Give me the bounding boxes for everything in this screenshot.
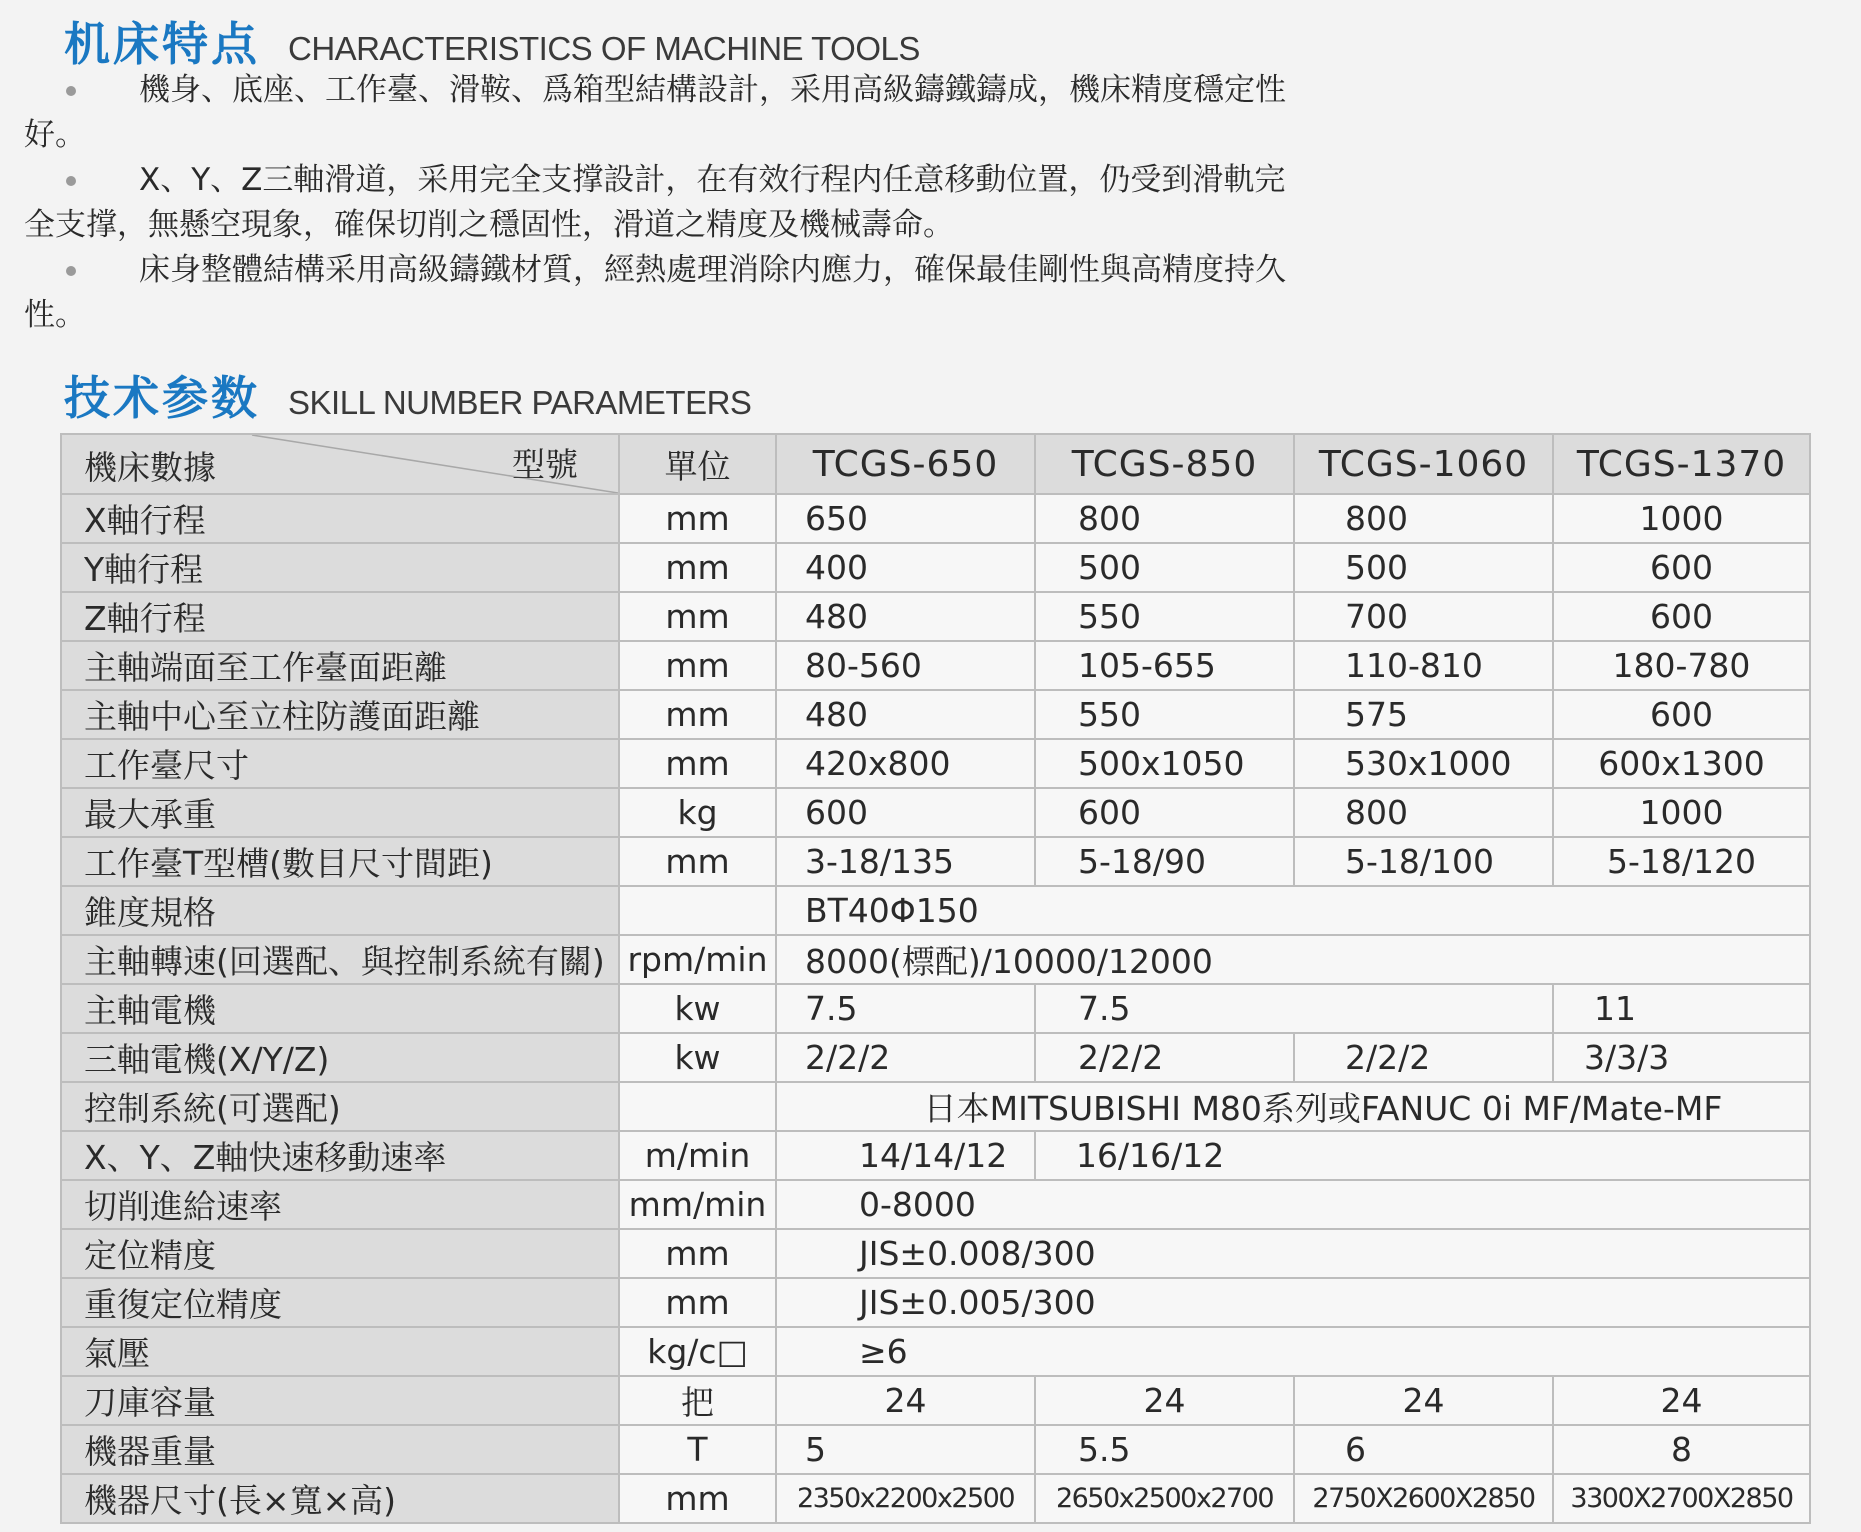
cell-value: 5-18/100 xyxy=(1294,837,1553,886)
section-title-characteristics xyxy=(64,8,920,74)
cell-value: 2350x2200x2500 xyxy=(776,1474,1035,1523)
table-row xyxy=(61,935,1810,984)
table-row xyxy=(61,1425,1810,1474)
feature-item xyxy=(0,68,1861,158)
table-row xyxy=(61,1180,1810,1229)
row-unit: mm xyxy=(619,543,776,592)
cell-value: 2/2/2 xyxy=(776,1033,1035,1082)
header-model: TCGS-1370 xyxy=(1553,434,1810,494)
row-label: Z軸行程 xyxy=(61,592,619,641)
row-label: 定位精度 xyxy=(61,1229,619,1278)
row-label: 主軸中心至立柱防護面距離 xyxy=(61,690,619,739)
cell-value: 500 xyxy=(1035,543,1294,592)
cell-value: BT40Φ150 xyxy=(776,886,1810,935)
cell-value: JIS±0.005/300 xyxy=(776,1278,1810,1327)
row-label: 主軸端面至工作臺面距離 xyxy=(61,641,619,690)
row-unit: kw xyxy=(619,1033,776,1082)
row-unit: rpm/min xyxy=(619,935,776,984)
header-unit: 單位 xyxy=(619,434,776,494)
table-row xyxy=(61,837,1810,886)
feature-text-line2: 性。 xyxy=(24,297,86,333)
row-unit: mm/min xyxy=(619,1180,776,1229)
table-row xyxy=(61,592,1810,641)
row-label: 控制系統(可選配) xyxy=(61,1082,619,1131)
cell-value: 日本MITSUBISHI M80系列或FANUC 0i MF/Mate-MF xyxy=(776,1082,1810,1131)
cell-value: 800 xyxy=(1035,494,1294,543)
cell-value: 700 xyxy=(1294,592,1553,641)
bullet-icon xyxy=(66,86,76,96)
cell-value: 600 xyxy=(776,788,1035,837)
cell-value: 2/2/2 xyxy=(1035,1033,1294,1082)
cell-value: 8000(標配)/10000/12000 xyxy=(776,935,1810,984)
cell-value: 5 xyxy=(776,1425,1035,1474)
table-row xyxy=(61,494,1810,543)
cell-value: 6 xyxy=(1294,1425,1553,1474)
table-row xyxy=(61,739,1810,788)
bullet-icon xyxy=(66,266,76,276)
cell-value: 400 xyxy=(776,543,1035,592)
header-model: TCGS-1060 xyxy=(1294,434,1553,494)
cell-value: 530x1000 xyxy=(1294,739,1553,788)
cell-value: 3-18/135 xyxy=(776,837,1035,886)
header-data-label: 機床數據 xyxy=(84,448,216,487)
feature-item xyxy=(0,248,1861,338)
feature-text-line1: 床身整體結構采用高級鑄鐵材質，經熱處理消除内應力，確保最佳剛性與高精度持久 xyxy=(139,252,1286,288)
cell-value: 550 xyxy=(1035,690,1294,739)
row-unit: mm xyxy=(619,1229,776,1278)
cell-value: 600x1300 xyxy=(1553,739,1810,788)
cell-value: 480 xyxy=(776,690,1035,739)
header-model: TCGS-650 xyxy=(776,434,1035,494)
table-header-row xyxy=(61,434,1810,494)
cell-value: 14/14/12 xyxy=(776,1131,1035,1180)
table-row xyxy=(61,543,1810,592)
cell-value: 600 xyxy=(1553,592,1810,641)
header-diagonal-cell xyxy=(61,434,619,494)
section-title-cn: 机床特点 xyxy=(64,17,260,71)
cell-value: 2/2/2 xyxy=(1294,1033,1553,1082)
table-row xyxy=(61,1229,1810,1278)
cell-value: 24 xyxy=(1294,1376,1553,1425)
cell-value: 800 xyxy=(1294,494,1553,543)
table-row xyxy=(61,886,1810,935)
cell-value: 500 xyxy=(1294,543,1553,592)
cell-value: 24 xyxy=(1035,1376,1294,1425)
cell-value: 5.5 xyxy=(1035,1425,1294,1474)
section-title-en: CHARACTERISTICS OF MACHINE TOOLS xyxy=(288,30,920,67)
row-unit: mm xyxy=(619,641,776,690)
cell-value: 600 xyxy=(1035,788,1294,837)
row-unit: mm xyxy=(619,690,776,739)
cell-value: 3/3/3 xyxy=(1553,1033,1810,1082)
cell-value: 650 xyxy=(776,494,1035,543)
cell-value: 1000 xyxy=(1553,788,1810,837)
cell-value: 80-560 xyxy=(776,641,1035,690)
cell-value: 600 xyxy=(1553,543,1810,592)
row-label: 三軸電機(X/Y/Z) xyxy=(61,1033,619,1082)
cell-value: 3300X2700X2850 xyxy=(1553,1474,1810,1523)
cell-value: 550 xyxy=(1035,592,1294,641)
table-row xyxy=(61,1278,1810,1327)
cell-value: 5-18/120 xyxy=(1553,837,1810,886)
table-row xyxy=(61,984,1810,1033)
feature-item xyxy=(0,158,1861,248)
cell-value: 7.5 xyxy=(1035,984,1553,1033)
row-label: 切削進給速率 xyxy=(61,1180,619,1229)
row-label: 機器重量 xyxy=(61,1425,619,1474)
table-row xyxy=(61,1131,1810,1180)
table-row xyxy=(61,1474,1810,1523)
cell-value: 5-18/90 xyxy=(1035,837,1294,886)
bullet-icon xyxy=(66,176,76,186)
row-unit: m/min xyxy=(619,1131,776,1180)
table-row xyxy=(61,788,1810,837)
row-label: 氣壓 xyxy=(61,1327,619,1376)
row-label: X、Y、Z軸快速移動速率 xyxy=(61,1131,619,1180)
cell-value: 8 xyxy=(1553,1425,1810,1474)
table-row xyxy=(61,1033,1810,1082)
feature-text-line1: 機身、底座、工作臺、滑鞍、爲箱型結構設計，采用高級鑄鐵鑄成，機床精度穩定性 xyxy=(139,72,1286,108)
header-model-label: 型號 xyxy=(512,445,578,484)
cell-value: 11 xyxy=(1553,984,1810,1033)
row-label: 重復定位精度 xyxy=(61,1278,619,1327)
table-row xyxy=(61,641,1810,690)
cell-value: 24 xyxy=(776,1376,1035,1425)
cell-value: 800 xyxy=(1294,788,1553,837)
cell-value: 16/16/12 xyxy=(1035,1131,1810,1180)
feature-text-line2: 全支撑，無懸空現象，確保切削之穩固性，滑道之精度及機械壽命。 xyxy=(24,207,954,243)
row-unit: mm xyxy=(619,592,776,641)
cell-value: 2650x2500x2700 xyxy=(1035,1474,1294,1523)
row-unit: mm xyxy=(619,739,776,788)
section-title-en: SKILL NUMBER PARAMETERS xyxy=(288,384,752,421)
row-label: 刀庫容量 xyxy=(61,1376,619,1425)
row-label: 工作臺T型槽(數目尺寸間距) xyxy=(61,837,619,886)
cell-value: 480 xyxy=(776,592,1035,641)
row-label: 機器尺寸(長×寬×高) xyxy=(61,1474,619,1523)
table-row xyxy=(61,690,1810,739)
row-label: 主軸電機 xyxy=(61,984,619,1033)
cell-value: 575 xyxy=(1294,690,1553,739)
header-model: TCGS-850 xyxy=(1035,434,1294,494)
spec-table xyxy=(60,433,1811,1524)
row-unit: mm xyxy=(619,494,776,543)
row-unit xyxy=(619,886,776,935)
row-unit: T xyxy=(619,1425,776,1474)
cell-value: 180-780 xyxy=(1553,641,1810,690)
section-title-cn: 技术参数 xyxy=(64,371,260,425)
row-label: X軸行程 xyxy=(61,494,619,543)
row-label: Y軸行程 xyxy=(61,543,619,592)
cell-value: 105-655 xyxy=(1035,641,1294,690)
row-unit: 把 xyxy=(619,1376,776,1425)
row-label: 錐度規格 xyxy=(61,886,619,935)
cell-value: 110-810 xyxy=(1294,641,1553,690)
table-row xyxy=(61,1327,1810,1376)
row-label: 最大承重 xyxy=(61,788,619,837)
cell-value: ≥6 xyxy=(776,1327,1810,1376)
row-unit: mm xyxy=(619,1278,776,1327)
cell-value: 24 xyxy=(1553,1376,1810,1425)
table-row xyxy=(61,1376,1810,1425)
cell-value: 600 xyxy=(1553,690,1810,739)
cell-value: 420x800 xyxy=(776,739,1035,788)
cell-value: 1000 xyxy=(1553,494,1810,543)
feature-list xyxy=(0,68,1861,338)
row-label: 工作臺尺寸 xyxy=(61,739,619,788)
row-unit: kg/c□ xyxy=(619,1327,776,1376)
table-row xyxy=(61,1082,1810,1131)
cell-value: 0-8000 xyxy=(776,1180,1810,1229)
cell-value: 500x1050 xyxy=(1035,739,1294,788)
section-title-parameters xyxy=(64,362,751,428)
row-label: 主軸轉速(回選配、與控制系統有關) xyxy=(61,935,619,984)
feature-text-line1: X、Y、Z三軸滑道，采用完全支撑設計，在有效行程内任意移動位置，仍受到滑軌完 xyxy=(139,162,1286,198)
row-unit xyxy=(619,1082,776,1131)
row-unit: mm xyxy=(619,1474,776,1523)
cell-value: 7.5 xyxy=(776,984,1035,1033)
row-unit: kg xyxy=(619,788,776,837)
cell-value: JIS±0.008/300 xyxy=(776,1229,1810,1278)
row-unit: mm xyxy=(619,837,776,886)
row-unit: kw xyxy=(619,984,776,1033)
cell-value: 2750X2600X2850 xyxy=(1294,1474,1553,1523)
feature-text-line2: 好。 xyxy=(24,117,86,153)
